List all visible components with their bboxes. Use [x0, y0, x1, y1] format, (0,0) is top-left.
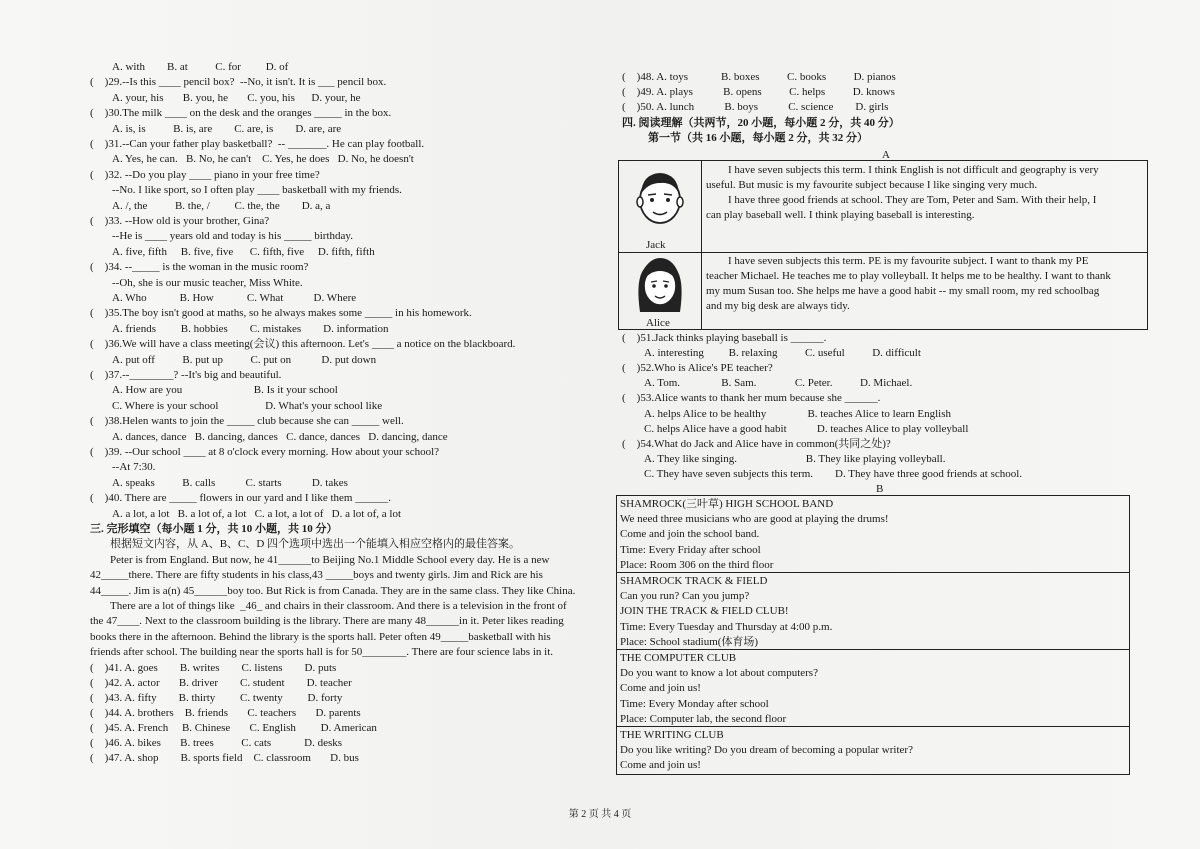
club-line: Time: Every Friday after school: [620, 543, 761, 556]
club-line: We need three musicians who are good at playing the drums!: [620, 513, 889, 526]
question-line: ( )52.Who is Alice's PE teacher?: [622, 362, 773, 375]
club-line: Come and join the school band.: [620, 528, 760, 541]
alice-name: Alice: [646, 317, 670, 329]
exam-line: Peter is from England. But now, he 41______to Beijing No.1 Middle School every day. He is a new: [110, 553, 550, 566]
question-line: ( )53.Alice wants to thank her mum because she ______.: [622, 392, 881, 405]
club-line: Can you run? Can you jump?: [620, 590, 750, 603]
exam-line: 42_____there. There are fifty students in his class,43 _____boys and twenty girls. Jim and Rick are his: [90, 569, 543, 582]
club-line: Place: School stadium(体育场): [620, 635, 759, 648]
exam-line: ( )41. A. goes B. writes C. listens D. puts: [90, 661, 337, 674]
right-column: [600, 0, 1200, 849]
exam-line: ( )39. --Our school ____ at 8 o'clock every morning. How about your school?: [90, 446, 440, 458]
exam-line: ( )42. A. actor B. driver C. student D. teacher: [90, 676, 352, 689]
alice-passage-line: I have seven subjects this term. PE is my favourite subject. I want to thank my PE: [706, 255, 1089, 267]
jack-name: Jack: [646, 239, 666, 251]
exam-line: A. put off B. put up C. put on D. put down: [112, 353, 377, 366]
exam-line: ( )35.The boy isn't good at maths, so he always makes some _____ in his homework.: [90, 307, 472, 320]
exam-line: ( )31.--Can your father play basketball? -- _______. He can play football.: [90, 138, 425, 150]
jack-passage-line: can play baseball well. I think playing baseball is interesting.: [706, 209, 975, 221]
jack-passage-line: I have seven subjects this term. I think English is not difficult and geography is very: [706, 164, 1099, 176]
page-footer: 第 2 页 共 4 页: [568, 809, 632, 820]
exam-line: ( )32. --Do you play ____ piano in your free time?: [90, 168, 320, 181]
exam-line: ( )46. A. bikes B. trees C. cats D. desks: [90, 737, 343, 750]
exam-line: --No. I like sport, so I often play ____ basketball with my friends.: [112, 184, 402, 197]
question-line: ( )54.What do Jack and Alice have in common(共同之处)?: [622, 437, 891, 450]
question-line: A. helps Alice to be healthy B. teaches Alice to learn English: [644, 407, 952, 420]
alice-passage-line: my mum Susan too. She helps me have a good habit -- my small room, my red schoolbag: [706, 285, 1100, 297]
exam-line: ( )36.We will have a class meeting(会议) this afternoon. Let's ____ a notice on the blackboard.: [90, 338, 516, 351]
exam-line: books there in the afternoon. Behind the library is the sports hall. Peter often 49_____basketball with his: [90, 630, 551, 643]
exam-line: ( )30.The milk ____ on the desk and the oranges _____ in the box.: [90, 107, 392, 120]
exam-line: A. dances, dance B. dancing, dances C. dance, dances D. dancing, dance: [112, 430, 448, 443]
exam-line: friends after school. The building near the sports hall is for 50________. There are four science labs in it.: [90, 646, 553, 659]
exam-line: A. speaks B. calls C. starts D. takes: [112, 476, 348, 489]
alice-passage-line: and my big desk are always tidy.: [706, 300, 850, 312]
exam-line: 根据短文内容，从 A、B、C、D 四个选项中选出一个能填入相应空格内的最佳答案。: [110, 538, 521, 551]
exam-line: A. friends B. hobbies C. mistakes D. information: [112, 322, 389, 335]
exam-line: ( )47. A. shop B. sports field C. classroom D. bus: [90, 752, 359, 765]
exam-line: ( )29.--Is this ____ pencil box? --No, it isn't. It is ___ pencil box.: [90, 76, 387, 89]
exam-line: C. Where is your school D. What's your school like: [112, 399, 383, 412]
exam-line: --He is ____ years old and today is his _____ birthday.: [112, 230, 353, 243]
exam-line: ( )33. --How old is your brother, Gina?: [90, 215, 270, 227]
jack-avatar-icon: [630, 164, 690, 234]
exam-line: There are a lot of things like _46_ and chairs in their classroom. And there is a television in the front of: [110, 600, 567, 612]
club-title: SHAMROCK TRACK & FIELD: [620, 575, 768, 587]
exam-line: A. /, the B. the, / C. the, the D. a, a: [112, 199, 331, 212]
exam-line: ( )45. A. French B. Chinese C. English D. American: [90, 722, 377, 734]
exam-line: A. a lot, a lot B. a lot of, a lot C. a lot, a lot of D. a lot of, a lot: [112, 507, 402, 520]
section-b-label: B: [876, 483, 884, 495]
exam-line: A. with B. at C. for D. of: [112, 61, 289, 73]
alice-passage-line: teacher Michael. He teaches me to play volleyball. It helps me to be healthy. I want to thank: [706, 270, 1111, 282]
exam-line: ( )44. A. brothers B. friends C. teachers D. parents: [90, 706, 361, 719]
exam-line: the 47____. Next to the classroom building is the library. There are many 48______in it. Peter likes reading: [90, 615, 564, 628]
exam-line: ( )43. A. fifty B. thirty C. twenty D. forty: [90, 691, 343, 704]
exam-line: ( )34. --_____ is the woman in the music room?: [90, 261, 309, 274]
exam-line: ( )38.Helen wants to join the _____ club because she can _____ well.: [90, 415, 404, 428]
exam-line: ( )48. A. toys B. boxes C. books D. pianos: [622, 71, 896, 83]
club-line: Do you want to know a lot about computers?: [620, 667, 818, 680]
question-line: C. helps Alice have a good habit D. teaches Alice to play volleyball: [644, 422, 969, 435]
section-heading: 四. 阅读理解（共两节，20 小题，每小题 2 分，共 40 分）: [622, 117, 900, 129]
club-line: Do you like writing? Do you dream of becoming a popular writer?: [620, 744, 913, 757]
club-line: Come and join us!: [620, 682, 701, 695]
exam-line: 44_____. Jim is a(n) 45______boy too. But Rick is from Canada. They are in the same class. They like China.: [90, 584, 576, 597]
exam-line: A. is, is B. is, are C. are, is D. are, are: [112, 122, 342, 135]
club-line: Come and join us!: [620, 759, 701, 772]
exam-line: --Oh, she is our music teacher, Miss White.: [112, 276, 303, 289]
exam-line: A. your, his B. you, he C. you, his D. your, he: [112, 91, 361, 104]
question-line: ( )51.Jack thinks playing baseball is ______.: [622, 332, 827, 344]
club-line: JOIN THE TRACK & FIELD CLUB!: [620, 605, 789, 618]
exam-line: ( )37.--________? --It's big and beautiful.: [90, 369, 282, 381]
section-heading: 三. 完形填空（每小题 1 分，共 10 小题，共 10 分）: [90, 523, 338, 535]
section-heading: 第一节（共 16 小题，每小题 2 分，共 32 分）: [648, 132, 868, 144]
club-title: THE WRITING CLUB: [620, 729, 724, 741]
question-line: A. interesting B. relaxing C. useful D. difficult: [644, 347, 921, 360]
question-line: A. Tom. B. Sam. C. Peter. D. Michael.: [644, 377, 913, 390]
jack-passage-line: useful. But music is my favourite subject because I like singing very much.: [706, 179, 1038, 191]
club-line: Place: Computer lab, the second floor: [620, 712, 787, 725]
exam-line: --At 7:30.: [112, 461, 156, 474]
club-title: SHAMROCK(三叶草) HIGH SCHOOL BAND: [620, 498, 834, 510]
exam-line: ( )40. There are _____ flowers in our yard and I like them ______.: [90, 492, 391, 505]
exam-line: ( )49. A. plays B. opens C. helps D. knows: [622, 86, 895, 98]
exam-line: A. How are you B. Is it your school: [112, 384, 338, 397]
question-line: C. They have seven subjects this term. D. They have three good friends at school.: [644, 467, 1023, 480]
club-line: Time: Every Tuesday and Thursday at 4:00 p.m.: [620, 620, 833, 633]
exam-line: A. five, fifth B. five, five C. fifth, five D. fifth, fifth: [112, 245, 375, 258]
club-title: THE COMPUTER CLUB: [620, 652, 737, 664]
exam-line: A. Yes, he can. B. No, he can't C. Yes, he does D. No, he doesn't: [112, 153, 414, 166]
alice-avatar-icon: [630, 254, 690, 316]
jack-passage-line: I have three good friends at school. They are Tom, Peter and Sam. With their help, I: [706, 194, 1097, 206]
club-line: Place: Room 306 on the third floor: [620, 558, 774, 571]
question-line: A. They like singing. B. They like playing volleyball.: [644, 452, 946, 465]
exam-line: ( )50. A. lunch B. boys C. science D. girls: [622, 101, 889, 113]
exam-line: A. Who B. How C. What D. Where: [112, 292, 357, 304]
club-line: Time: Every Monday after school: [620, 697, 769, 710]
section-a-label: A: [882, 149, 890, 161]
